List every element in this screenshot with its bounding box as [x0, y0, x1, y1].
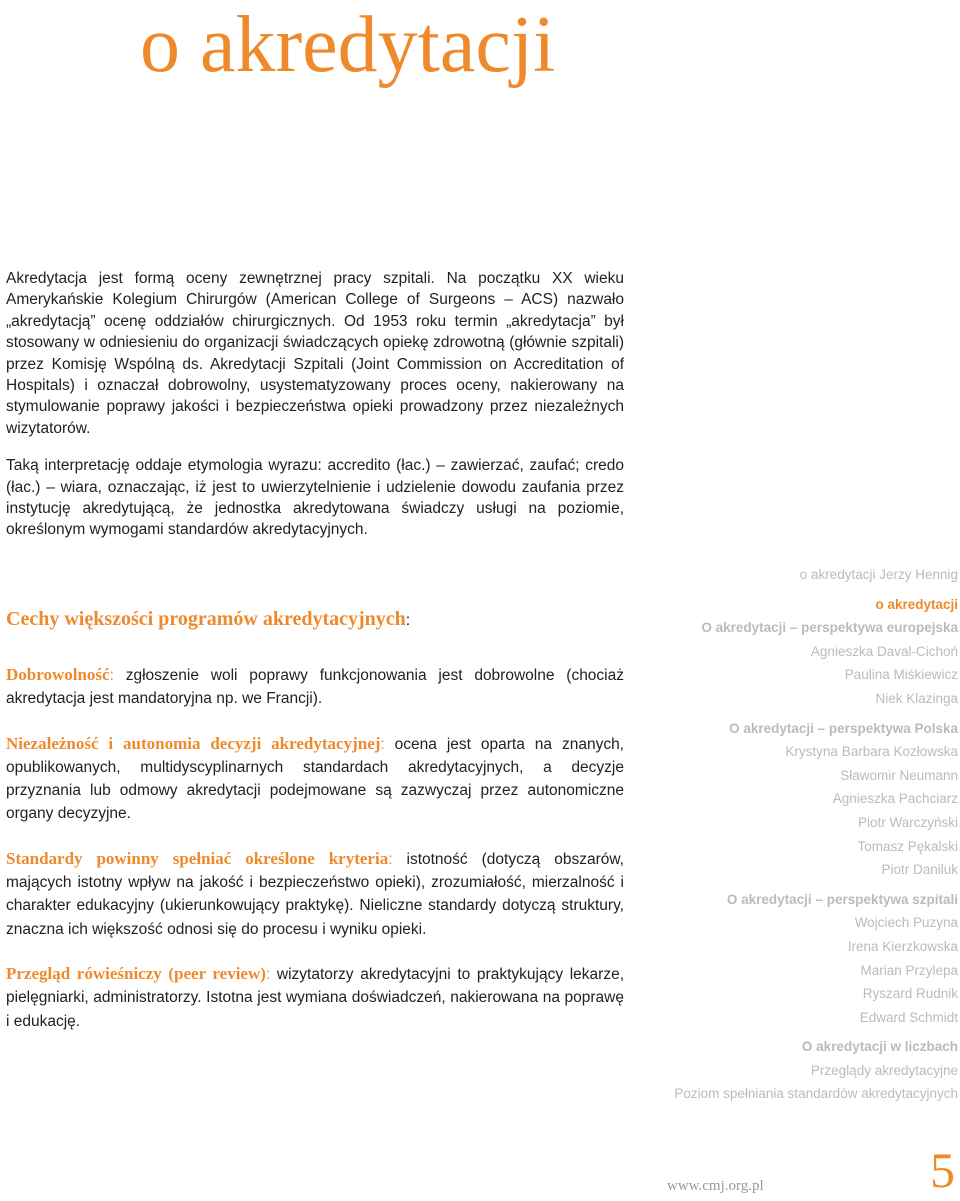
toc-author-link[interactable]: Paulina Miśkiewicz	[844, 667, 958, 683]
accreditation-features	[6, 604, 624, 1054]
feature-item: Dobrowolność: zgłoszenie woli poprawy funkcjonowania jest dobrowolne (chociaż akredytacja jest mandatoryjna np. we Francji).	[6, 665, 624, 708]
toc-author-link[interactable]: Piotr Daniluk	[881, 862, 958, 878]
page-number: 5	[930, 1142, 955, 1198]
toc-subsection-link[interactable]: Poziom spełniania standardów akredytacyjnych	[674, 1086, 958, 1102]
intro-paragraph-2: Taką interpretację oddaje etymologia wyrazu: accredito (łac.) – zawierzać, zaufać; credo (łac.) – wiara, oznaczając, iż jest to uwierzytelnienie i udzielenie dowodu zaufania przez instytucję akredytującą, że jednostka akredytowana świadczy usługi na poziomie, określonym wymogami standardów akredytacyjnych.	[6, 457, 624, 539]
website-url[interactable]: www.cmj.org.pl	[667, 1178, 764, 1194]
feature-item: Przegląd rówieśniczy (peer review): wizytatorzy akredytacyjni to praktykujący lekarze, pielęgniarki, administratorzy. Istotna jest wymiana doświadczeń, nakierowana na poprawę i edukację.	[6, 963, 624, 1030]
feature-term: Dobrowolność	[6, 665, 110, 684]
intro-paragraph-1: Akredytacja jest formą oceny zewnętrznej pracy szpitali. Na początku XX wieku Amerykańskie Kolegium Chirurgów (American College of Surgeons – ACS) nazwało „akredytacją” ocenę oddziałów chirurgicznych. Od 1953 roku termin „akredytacja” był stosowany w odniesieniu do organizacji świadczących opiekę zdrowotną (głównie szpitali) przez Komisję Wspólną ds. Akredytacji Szpitali (Joint Commission on Accreditation of Hospitals) i oznaczał dobrowolny, usystematyzowany proces oceny, nakierowany na stymulowanie poprawy jakości i bezpieczeństwa opieki prowadzony przez niezależnych wizytatorów.	[6, 270, 624, 437]
toc-subsection-link[interactable]: Przeglądy akredytacyjne	[810, 1062, 958, 1078]
features-heading: Cechy większości programów akredytacyjnych:	[6, 608, 411, 630]
toc-author-link[interactable]: Irena Kierzkowska	[847, 938, 958, 954]
toc-section-w-liczbach[interactable]: O akredytacji w liczbach	[801, 1039, 958, 1055]
intro-text	[6, 268, 624, 557]
toc-section-perspektywa-europejska[interactable]: O akredytacji – perspektywa europejska	[701, 620, 958, 636]
feature-item: Niezależność i autonomia decyzji akredytacyjnej: ocena jest oparta na znanych, opublikowanych, multidyscyplinarnych standardach akredytacyjnych, a decyzje przyznania lub odmowy akredytacji podejmowane są zazwyczaj przez autonomiczne organy decyzyjne.	[6, 733, 624, 823]
feature-text: wizytatorzy akredytacyjni to praktykujący lekarze, pielęgniarki, administratorzy. Istotna jest wymiana doświadczeń, nakierowana na poprawę i edukację.	[6, 965, 624, 1030]
toc-author-link[interactable]: Agnieszka Pachciarz	[832, 791, 958, 807]
page-title: o akredytacji	[140, 1, 556, 89]
table-of-contents	[628, 563, 958, 1106]
toc-author-link[interactable]: Ryszard Rudnik	[862, 986, 958, 1002]
toc-author-link[interactable]: Agnieszka Daval-Cichoń	[810, 643, 958, 659]
toc-top-entry[interactable]: o akredytacji Jerzy Hennig	[799, 567, 958, 582]
toc-section-perspektywa-szpitali[interactable]: O akredytacji – perspektywa szpitali	[726, 891, 958, 907]
toc-author-link[interactable]: Krystyna Barbara Kozłowska	[785, 744, 958, 760]
toc-author-link[interactable]: Tomasz Pękalski	[857, 838, 958, 854]
toc-section-o-akredytacji[interactable]: o akredytacji	[875, 596, 958, 612]
feature-term: Przegląd rówieśniczy (peer review)	[6, 963, 266, 983]
feature-term: Standardy powinny spełniać określone kryteria	[6, 848, 389, 868]
feature-text: zgłoszenie woli poprawy funkcjonowania jest dobrowolne (chociaż akredytacja jest mandatoryjna np. we Francji).	[6, 667, 624, 708]
feature-text: ocena jest oparta na znanych, opublikowanych, multidyscyplinarnych standardach akredytacyjnych, a decyzje przyznania lub odmowy akredytacji podejmowane są zazwyczaj przez autonomiczne organy decyzyjne.	[6, 735, 624, 823]
feature-item: Standardy powinny spełniać określone kryteria: istotność (dotyczą obszarów, mających istotny wpływ na jakość i bezpieczeństwo opieki), zrozumiałość, mierzalność i charakter edukacyjny (ukierunkowujący praktykę). Nieliczne standardy dotyczą struktury, znaczna ich większość odnosi się do procesu i wyniku opieki.	[6, 848, 624, 938]
toc-author-link[interactable]: Niek Klazinga	[875, 690, 958, 706]
feature-text: istotność (dotyczą obszarów, mających istotny wpływ na jakość i bezpieczeństwo opieki), zrozumiałość, mierzalność i charakter edukacyjny (ukierunkowujący praktykę). Nieliczne standardy dotyczą struktury, znaczna ich większość odnosi się do procesu i wyniku opieki.	[6, 850, 624, 938]
toc-author-link[interactable]: Sławomir Neumann	[840, 767, 958, 783]
toc-section-perspektywa-polska[interactable]: O akredytacji – perspektywa Polska	[729, 720, 958, 736]
feature-term: Niezależność i autonomia decyzji akredytacyjnej	[6, 733, 381, 753]
toc-author-link[interactable]: Wojciech Puzyna	[854, 915, 958, 931]
toc-author-link[interactable]: Piotr Warczyński	[857, 814, 958, 830]
toc-author-link[interactable]: Marian Przylepa	[860, 962, 958, 978]
toc-author-link[interactable]: Edward Schmidt	[859, 1009, 958, 1025]
